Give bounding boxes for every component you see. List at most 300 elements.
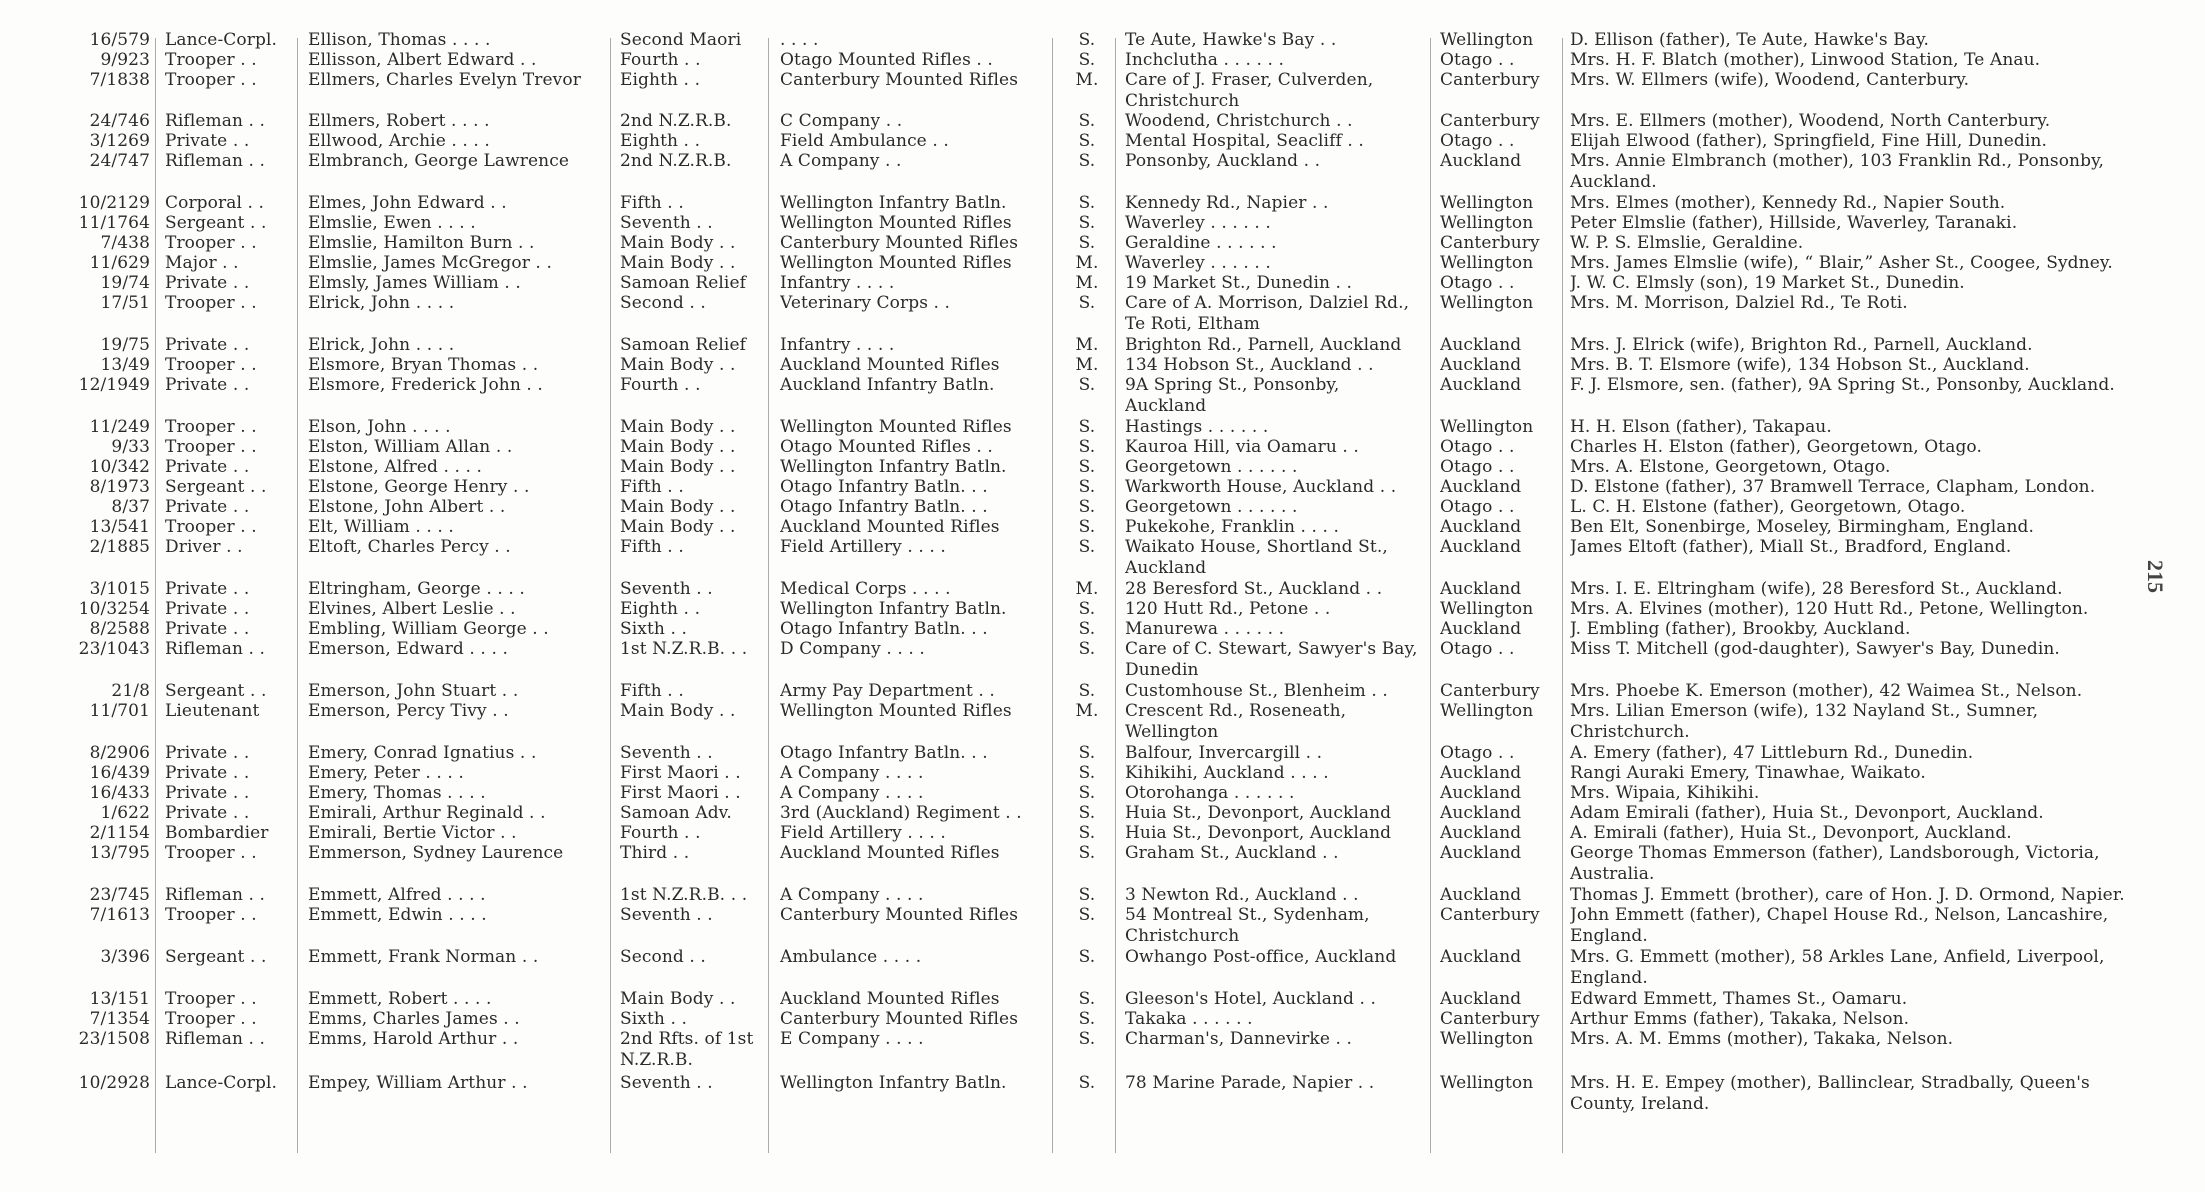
name-cell: Elmbranch, George Lawrence xyxy=(308,151,569,171)
district-cell: Otago . . xyxy=(1440,457,1515,477)
address-cell: Charman's, Dannevirke . . xyxy=(1125,1029,1352,1049)
address-cell: Takaka . . . . . . xyxy=(1125,1009,1253,1029)
address-cell: Woodend, Christchurch . . xyxy=(1125,111,1353,131)
marital-status-cell: S. xyxy=(1078,417,1096,437)
rank-cell: Trooper . . xyxy=(165,1009,257,1029)
service-number-cell: 11/629 xyxy=(89,253,150,273)
company-cell: D Company . . . . xyxy=(780,639,925,659)
next-of-kin-cell: Charles H. Elston (father), Georgetown, Otago. xyxy=(1570,437,1982,457)
next-of-kin-cell: Mrs. Annie Elmbranch (mother), 103 Franklin Rd., Ponsonby, Auckland. xyxy=(1570,151,2105,192)
name-cell: Emery, Conrad Ignatius . . xyxy=(308,743,537,763)
service-number-cell: 23/1508 xyxy=(78,1029,150,1049)
rank-cell: Private . . xyxy=(165,599,250,619)
next-of-kin-cell: Mrs. E. Ellmers (mother), Woodend, North Canterbury. xyxy=(1570,111,2051,131)
address-cell: Kennedy Rd., Napier . . xyxy=(1125,193,1329,213)
company-cell: Canterbury Mounted Rifles xyxy=(780,70,1019,90)
unit-cell: Main Body . . xyxy=(620,517,736,537)
company-cell: A Company . . . . xyxy=(780,885,924,905)
company-cell: Ambulance . . . . xyxy=(780,947,922,967)
next-of-kin-cell: Mrs. J. Elrick (wife), Brighton Rd., Parnell, Auckland. xyxy=(1570,335,2033,355)
district-cell: Auckland xyxy=(1440,843,1522,863)
company-cell: Wellington Mounted Rifles xyxy=(780,417,1012,437)
name-cell: Elston, William Allan . . xyxy=(308,437,513,457)
rank-cell: Sergeant . . xyxy=(165,681,267,701)
district-cell: Auckland xyxy=(1440,803,1522,823)
district-cell: Auckland xyxy=(1440,375,1522,395)
district-cell: Wellington xyxy=(1440,193,1534,213)
marital-status-cell: S. xyxy=(1078,111,1096,131)
unit-cell: First Maori . . xyxy=(620,763,741,783)
unit-cell: 2nd N.Z.R.B. xyxy=(620,111,732,131)
unit-cell: Fourth . . xyxy=(620,823,701,843)
address-cell: 28 Beresford St., Auckland . . xyxy=(1125,579,1383,599)
name-cell: Elmsly, James William . . xyxy=(308,273,521,293)
name-cell: Elstone, George Henry . . xyxy=(308,477,530,497)
service-number-cell: 10/2129 xyxy=(78,193,150,213)
name-cell: Elmes, John Edward . . xyxy=(308,193,507,213)
address-cell: 78 Marine Parade, Napier . . xyxy=(1125,1073,1375,1093)
rank-cell: Trooper . . xyxy=(165,517,257,537)
address-cell: 134 Hobson St., Auckland . . xyxy=(1125,355,1374,375)
name-cell: Ellisson, Albert Edward . . xyxy=(308,50,537,70)
service-number-cell: 19/74 xyxy=(100,273,150,293)
marital-status-cell: S. xyxy=(1078,905,1096,925)
next-of-kin-cell: Mrs. G. Emmett (mother), 58 Arkles Lane, Anfield, Liverpool, England. xyxy=(1570,947,2105,988)
next-of-kin-cell: F. J. Elsmore, sen. (father), 9A Spring St., Ponsonby, Auckland. xyxy=(1570,375,2115,395)
next-of-kin-cell: Peter Elmslie (father), Hillside, Waverley, Taranaki. xyxy=(1570,213,2018,233)
rank-cell: Trooper . . xyxy=(165,417,257,437)
unit-cell: Seventh . . xyxy=(620,213,713,233)
district-cell: Auckland xyxy=(1440,619,1522,639)
service-number-cell: 16/579 xyxy=(89,30,150,50)
company-cell: Wellington Mounted Rifles xyxy=(780,253,1012,273)
next-of-kin-cell: Mrs. A. Elvines (mother), 120 Hutt Rd., Petone, Wellington. xyxy=(1570,599,2089,619)
address-cell: Kauroa Hill, via Oamaru . . xyxy=(1125,437,1359,457)
service-number-cell: 7/1838 xyxy=(89,70,150,90)
marital-status-cell: S. xyxy=(1078,1029,1096,1049)
unit-cell: 1st N.Z.R.B. . . xyxy=(620,639,748,659)
service-number-cell: 3/1269 xyxy=(89,131,150,151)
company-cell: Field Ambulance . . xyxy=(780,131,949,151)
company-cell: Auckland Mounted Rifles xyxy=(780,989,1000,1009)
next-of-kin-cell: H. H. Elson (father), Takapau. xyxy=(1570,417,1832,437)
unit-cell: Fifth . . xyxy=(620,477,684,497)
next-of-kin-cell: Adam Emirali (father), Huia St., Devonport, Auckland. xyxy=(1570,803,2044,823)
next-of-kin-cell: Mrs. Elmes (mother), Kennedy Rd., Napier South. xyxy=(1570,193,2006,213)
rank-cell: Trooper . . xyxy=(165,437,257,457)
rank-cell: Rifleman . . xyxy=(165,111,266,131)
address-cell: 19 Market St., Dunedin . . xyxy=(1125,273,1353,293)
unit-cell: Main Body . . xyxy=(620,701,736,721)
company-cell: Canterbury Mounted Rifles xyxy=(780,1009,1019,1029)
address-cell: Balfour, Invercargill . . xyxy=(1125,743,1323,763)
district-cell: Canterbury xyxy=(1440,233,1540,253)
rank-cell: Private . . xyxy=(165,273,250,293)
service-number-cell: 10/342 xyxy=(89,457,150,477)
rank-cell: Lance-Corpl. xyxy=(165,1073,277,1093)
rank-cell: Lieutenant xyxy=(165,701,260,721)
rank-cell: Trooper . . xyxy=(165,989,257,1009)
service-number-cell: 10/2928 xyxy=(78,1073,150,1093)
service-number-cell: 24/747 xyxy=(89,151,150,171)
next-of-kin-cell: Mrs. M. Morrison, Dalziel Rd., Te Roti. xyxy=(1570,293,1908,313)
marital-status-cell: S. xyxy=(1078,497,1096,517)
address-cell: 120 Hutt Rd., Petone . . xyxy=(1125,599,1331,619)
name-cell: Emms, Charles James . . xyxy=(308,1009,520,1029)
address-cell: Huia St., Devonport, Auckland xyxy=(1125,823,1392,843)
name-cell: Emirali, Arthur Reginald . . xyxy=(308,803,546,823)
unit-cell: Main Body . . xyxy=(620,457,736,477)
rank-cell: Trooper . . xyxy=(165,233,257,253)
unit-cell: Main Body . . xyxy=(620,417,736,437)
company-cell: . . . . xyxy=(780,30,819,50)
company-cell: Veterinary Corps . . xyxy=(780,293,951,313)
name-cell: Elt, William . . . . xyxy=(308,517,454,537)
marital-status-cell: S. xyxy=(1078,537,1096,557)
marital-status-cell: S. xyxy=(1078,743,1096,763)
marital-status-cell: S. xyxy=(1078,151,1096,171)
rank-cell: Private . . xyxy=(165,457,250,477)
next-of-kin-cell: Arthur Emms (father), Takaka, Nelson. xyxy=(1570,1009,1910,1029)
rank-cell: Major . . xyxy=(165,253,239,273)
address-cell: Crescent Rd., Roseneath, Wellington xyxy=(1125,701,1347,742)
marital-status-cell: S. xyxy=(1078,639,1096,659)
marital-status-cell: S. xyxy=(1078,477,1096,497)
rank-cell: Sergeant . . xyxy=(165,947,267,967)
marital-status-cell: S. xyxy=(1078,989,1096,1009)
address-cell: Mental Hospital, Seacliff . . xyxy=(1125,131,1364,151)
rank-cell: Private . . xyxy=(165,497,250,517)
service-number-cell: 9/33 xyxy=(111,437,150,457)
district-cell: Auckland xyxy=(1440,151,1522,171)
name-cell: Emerson, Edward . . . . xyxy=(308,639,508,659)
rank-cell: Private . . xyxy=(165,335,250,355)
service-number-cell: 16/439 xyxy=(89,763,150,783)
address-cell: Georgetown . . . . . . xyxy=(1125,497,1298,517)
district-cell: Auckland xyxy=(1440,335,1522,355)
next-of-kin-cell: Elijah Elwood (father), Springfield, Fine Hill, Dunedin. xyxy=(1570,131,2047,151)
next-of-kin-cell: D. Elstone (father), 37 Bramwell Terrace, Clapham, London. xyxy=(1570,477,2096,497)
address-cell: Georgetown . . . . . . xyxy=(1125,457,1298,477)
marital-status-cell: S. xyxy=(1078,843,1096,863)
district-cell: Otago . . xyxy=(1440,273,1515,293)
company-cell: Canterbury Mounted Rifles xyxy=(780,233,1019,253)
service-number-cell: 8/37 xyxy=(111,497,150,517)
service-number-cell: 11/249 xyxy=(89,417,150,437)
address-cell: Owhango Post-office, Auckland xyxy=(1125,947,1397,967)
marital-status-cell: S. xyxy=(1078,1009,1096,1029)
marital-status-cell: S. xyxy=(1078,783,1096,803)
unit-cell: Main Body . . xyxy=(620,497,736,517)
marital-status-cell: M. xyxy=(1075,579,1099,599)
name-cell: Emmett, Frank Norman . . xyxy=(308,947,539,967)
name-cell: Emirali, Bertie Victor . . xyxy=(308,823,517,843)
service-number-cell: 23/1043 xyxy=(78,639,150,659)
district-cell: Auckland xyxy=(1440,823,1522,843)
marital-status-cell: S. xyxy=(1078,1073,1096,1093)
next-of-kin-cell: D. Ellison (father), Te Aute, Hawke's Bay. xyxy=(1570,30,1929,50)
address-cell: Waverley . . . . . . xyxy=(1125,213,1271,233)
company-cell: Infantry . . . . xyxy=(780,335,895,355)
district-cell: Canterbury xyxy=(1440,905,1540,925)
unit-cell: Fourth . . xyxy=(620,375,701,395)
marital-status-cell: S. xyxy=(1078,457,1096,477)
unit-cell: First Maori . . xyxy=(620,783,741,803)
next-of-kin-cell: A. Emirali (father), Huia St., Devonport, Auckland. xyxy=(1570,823,2012,843)
next-of-kin-cell: Mrs. A. Elstone, Georgetown, Otago. xyxy=(1570,457,1891,477)
name-cell: Eltringham, George . . . . xyxy=(308,579,525,599)
district-cell: Canterbury xyxy=(1440,1009,1540,1029)
district-cell: Wellington xyxy=(1440,213,1534,233)
rank-cell: Rifleman . . xyxy=(165,885,266,905)
district-cell: Canterbury xyxy=(1440,681,1540,701)
company-cell: Otago Mounted Rifles . . xyxy=(780,437,993,457)
district-cell: Wellington xyxy=(1440,30,1534,50)
address-cell: Hastings . . . . . . xyxy=(1125,417,1269,437)
unit-cell: Main Body . . xyxy=(620,233,736,253)
name-cell: Elrick, John . . . . xyxy=(308,293,455,313)
rank-cell: Trooper . . xyxy=(165,355,257,375)
service-number-cell: 3/396 xyxy=(100,947,150,967)
service-number-cell: 9/923 xyxy=(100,50,150,70)
marital-status-cell: S. xyxy=(1078,599,1096,619)
rank-cell: Private . . xyxy=(165,783,250,803)
name-cell: Elson, John . . . . xyxy=(308,417,451,437)
rank-cell: Bombardier xyxy=(165,823,269,843)
name-cell: Elmslie, Ewen . . . . xyxy=(308,213,476,233)
name-cell: Empey, William Arthur . . xyxy=(308,1073,528,1093)
marital-status-cell: M. xyxy=(1075,355,1099,375)
name-cell: Elsmore, Bryan Thomas . . xyxy=(308,355,539,375)
company-cell: Wellington Mounted Rifles xyxy=(780,213,1012,233)
name-cell: Ellmers, Charles Evelyn Trevor xyxy=(308,70,581,90)
unit-cell: 2nd N.Z.R.B. xyxy=(620,151,732,171)
unit-cell: Eighth . . xyxy=(620,70,701,90)
rank-cell: Private . . xyxy=(165,375,250,395)
marital-status-cell: S. xyxy=(1078,213,1096,233)
company-cell: Medical Corps . . . . xyxy=(780,579,951,599)
rank-cell: Private . . xyxy=(165,743,250,763)
service-number-cell: 17/51 xyxy=(100,293,150,313)
company-cell: A Company . . . . xyxy=(780,783,924,803)
name-cell: Emmett, Edwin . . . . xyxy=(308,905,487,925)
unit-cell: 1st N.Z.R.B. . . xyxy=(620,885,748,905)
next-of-kin-cell: Mrs. James Elmslie (wife), “ Blair,” Asher St., Coogee, Sydney. xyxy=(1570,253,2113,273)
unit-cell: Samoan Relief xyxy=(620,273,747,293)
name-cell: Elstone, John Albert . . xyxy=(308,497,506,517)
district-cell: Otago . . xyxy=(1440,497,1515,517)
unit-cell: Samoan Relief xyxy=(620,335,747,355)
service-number-cell: 13/541 xyxy=(89,517,150,537)
next-of-kin-cell: Edward Emmett, Thames St., Oamaru. xyxy=(1570,989,1908,1009)
address-cell: Care of J. Fraser, Culverden, Christchurch xyxy=(1125,70,1374,111)
address-cell: Waverley . . . . . . xyxy=(1125,253,1271,273)
next-of-kin-cell: A. Emery (father), 47 Littleburn Rd., Dunedin. xyxy=(1570,743,1974,763)
company-cell: Wellington Infantry Batln. xyxy=(780,457,1007,477)
marital-status-cell: S. xyxy=(1078,823,1096,843)
service-number-cell: 10/3254 xyxy=(78,599,150,619)
unit-cell: Main Body . . xyxy=(620,355,736,375)
district-cell: Otago . . xyxy=(1440,639,1515,659)
unit-cell: Main Body . . xyxy=(620,437,736,457)
unit-cell: Fifth . . xyxy=(620,193,684,213)
rank-cell: Sergeant . . xyxy=(165,213,267,233)
marital-status-cell: M. xyxy=(1075,335,1099,355)
company-cell: Wellington Infantry Batln. xyxy=(780,599,1007,619)
marital-status-cell: M. xyxy=(1075,253,1099,273)
page-number: 215 xyxy=(2143,560,2168,593)
service-number-cell: 12/1949 xyxy=(78,375,150,395)
marital-status-cell: S. xyxy=(1078,30,1096,50)
next-of-kin-cell: John Emmett (father), Chapel House Rd., Nelson, Lancashire, England. xyxy=(1570,905,2109,946)
marital-status-cell: S. xyxy=(1078,437,1096,457)
address-cell: Pukekohe, Franklin . . . . xyxy=(1125,517,1340,537)
rank-cell: Trooper . . xyxy=(165,50,257,70)
next-of-kin-cell: L. C. H. Elstone (father), Georgetown, Otago. xyxy=(1570,497,1966,517)
rank-cell: Private . . xyxy=(165,803,250,823)
name-cell: Ellison, Thomas . . . . xyxy=(308,30,491,50)
address-cell: Graham St., Auckland . . xyxy=(1125,843,1339,863)
unit-cell: Second Maori xyxy=(620,30,742,50)
unit-cell: 2nd Rfts. of 1st N.Z.R.B. xyxy=(620,1029,754,1070)
company-cell: A Company . . xyxy=(780,151,902,171)
address-cell: Manurewa . . . . . . xyxy=(1125,619,1285,639)
district-cell: Otago . . xyxy=(1440,131,1515,151)
next-of-kin-cell: Mrs. I. E. Eltringham (wife), 28 Beresford St., Auckland. xyxy=(1570,579,2063,599)
name-cell: Ellwood, Archie . . . . xyxy=(308,131,490,151)
district-cell: Auckland xyxy=(1440,989,1522,1009)
address-cell: Customhouse St., Blenheim . . xyxy=(1125,681,1388,701)
company-cell: Otago Mounted Rifles . . xyxy=(780,50,993,70)
name-cell: Emmerson, Sydney Laurence xyxy=(308,843,564,863)
address-cell: Warkworth House, Auckland . . xyxy=(1125,477,1397,497)
service-number-cell: 23/745 xyxy=(89,885,150,905)
service-number-cell: 8/2906 xyxy=(89,743,150,763)
company-cell: Wellington Mounted Rifles xyxy=(780,701,1012,721)
district-cell: Canterbury xyxy=(1440,70,1540,90)
marital-status-cell: S. xyxy=(1078,619,1096,639)
unit-cell: Seventh . . xyxy=(620,743,713,763)
address-cell: Gleeson's Hotel, Auckland . . xyxy=(1125,989,1377,1009)
next-of-kin-cell: W. P. S. Elmslie, Geraldine. xyxy=(1570,233,1804,253)
district-cell: Auckland xyxy=(1440,763,1522,783)
marital-status-cell: S. xyxy=(1078,803,1096,823)
unit-cell: Samoan Adv. xyxy=(620,803,732,823)
rank-cell: Trooper . . xyxy=(165,905,257,925)
district-cell: Auckland xyxy=(1440,885,1522,905)
name-cell: Elsmore, Frederick John . . xyxy=(308,375,543,395)
company-cell: Otago Infantry Batln. . . xyxy=(780,497,988,517)
company-cell: Otago Infantry Batln. . . xyxy=(780,477,988,497)
rank-cell: Rifleman . . xyxy=(165,639,266,659)
marital-status-cell: S. xyxy=(1078,517,1096,537)
unit-cell: Main Body . . xyxy=(620,989,736,1009)
district-cell: Wellington xyxy=(1440,1073,1534,1093)
next-of-kin-cell: Mrs. Wipaia, Kihikihi. xyxy=(1570,783,1760,803)
unit-cell: Sixth . . xyxy=(620,1009,687,1029)
company-cell: Wellington Infantry Batln. xyxy=(780,1073,1007,1093)
company-cell: Auckland Mounted Rifles xyxy=(780,843,1000,863)
address-cell: 9A Spring St., Ponsonby, Auckland xyxy=(1125,375,1340,416)
address-cell: Te Aute, Hawke's Bay . . xyxy=(1125,30,1337,50)
service-number-cell: 3/1015 xyxy=(89,579,150,599)
unit-cell: Seventh . . xyxy=(620,579,713,599)
company-cell: Auckland Mounted Rifles xyxy=(780,517,1000,537)
name-cell: Emmett, Robert . . . . xyxy=(308,989,492,1009)
name-cell: Emery, Thomas . . . . xyxy=(308,783,486,803)
address-cell: Brighton Rd., Parnell, Auckland xyxy=(1125,335,1402,355)
marital-status-cell: S. xyxy=(1078,947,1096,967)
next-of-kin-cell: Thomas J. Emmett (brother), care of Hon. J. D. Ormond, Napier. xyxy=(1570,885,2125,905)
service-number-cell: 16/433 xyxy=(89,783,150,803)
marital-status-cell: M. xyxy=(1075,273,1099,293)
district-cell: Auckland xyxy=(1440,579,1522,599)
district-cell: Wellington xyxy=(1440,599,1534,619)
district-cell: Wellington xyxy=(1440,701,1534,721)
service-number-cell: 13/49 xyxy=(100,355,150,375)
rank-cell: Trooper . . xyxy=(165,293,257,313)
name-cell: Elstone, Alfred . . . . xyxy=(308,457,483,477)
marital-status-cell: S. xyxy=(1078,375,1096,395)
address-cell: Inchclutha . . . . . . xyxy=(1125,50,1285,70)
district-cell: Otago . . xyxy=(1440,743,1515,763)
next-of-kin-cell: Mrs. B. T. Elsmore (wife), 134 Hobson St., Auckland. xyxy=(1570,355,2030,375)
next-of-kin-cell: J. W. C. Elmsly (son), 19 Market St., Dunedin. xyxy=(1570,273,1965,293)
rank-cell: Rifleman . . xyxy=(165,151,266,171)
company-cell: E Company . . . . xyxy=(780,1029,924,1049)
address-cell: Care of A. Morrison, Dalziel Rd., Te Roti, Eltham xyxy=(1125,293,1410,334)
name-cell: Elrick, John . . . . xyxy=(308,335,455,355)
district-cell: Otago . . xyxy=(1440,437,1515,457)
unit-cell: Third . . xyxy=(620,843,690,863)
address-cell: Otorohanga . . . . . . xyxy=(1125,783,1295,803)
next-of-kin-cell: Mrs. Lilian Emerson (wife), 132 Nayland St., Sumner, Christchurch. xyxy=(1570,701,2039,742)
district-cell: Auckland xyxy=(1440,477,1522,497)
district-cell: Otago . . xyxy=(1440,50,1515,70)
service-number-cell: 7/1613 xyxy=(89,905,150,925)
service-number-cell: 13/795 xyxy=(89,843,150,863)
address-cell: Kihikihi, Auckland . . . . xyxy=(1125,763,1329,783)
address-cell: Huia St., Devonport, Auckland xyxy=(1125,803,1392,823)
next-of-kin-cell: Mrs. H. E. Empey (mother), Ballinclear, Stradbally, Queen's County, Ireland. xyxy=(1570,1073,2090,1114)
marital-status-cell: M. xyxy=(1075,70,1099,90)
service-number-cell: 2/1154 xyxy=(89,823,150,843)
name-cell: Eltoft, Charles Percy . . xyxy=(308,537,511,557)
unit-cell: Fourth . . xyxy=(620,50,701,70)
marital-status-cell: M. xyxy=(1075,701,1099,721)
company-cell: Auckland Infantry Batln. xyxy=(780,375,995,395)
company-cell: 3rd (Auckland) Regiment . . xyxy=(780,803,1022,823)
marital-status-cell: S. xyxy=(1078,193,1096,213)
marital-status-cell: S. xyxy=(1078,885,1096,905)
rank-cell: Private . . xyxy=(165,619,250,639)
service-number-cell: 19/75 xyxy=(100,335,150,355)
district-cell: Auckland xyxy=(1440,783,1522,803)
company-cell: Auckland Mounted Rifles xyxy=(780,355,1000,375)
marital-status-cell: S. xyxy=(1078,131,1096,151)
unit-cell: Second . . xyxy=(620,293,706,313)
next-of-kin-cell: George Thomas Emmerson (father), Landsborough, Victoria, Australia. xyxy=(1570,843,2100,884)
rank-cell: Driver . . xyxy=(165,537,243,557)
service-number-cell: 24/746 xyxy=(89,111,150,131)
company-cell: C Company . . xyxy=(780,111,903,131)
address-cell: 3 Newton Rd., Auckland . . xyxy=(1125,885,1359,905)
district-cell: Auckland xyxy=(1440,517,1522,537)
company-cell: Otago Infantry Batln. . . xyxy=(780,743,988,763)
rank-cell: Private . . xyxy=(165,131,250,151)
marital-status-cell: S. xyxy=(1078,50,1096,70)
company-cell: Field Artillery . . . . xyxy=(780,823,946,843)
